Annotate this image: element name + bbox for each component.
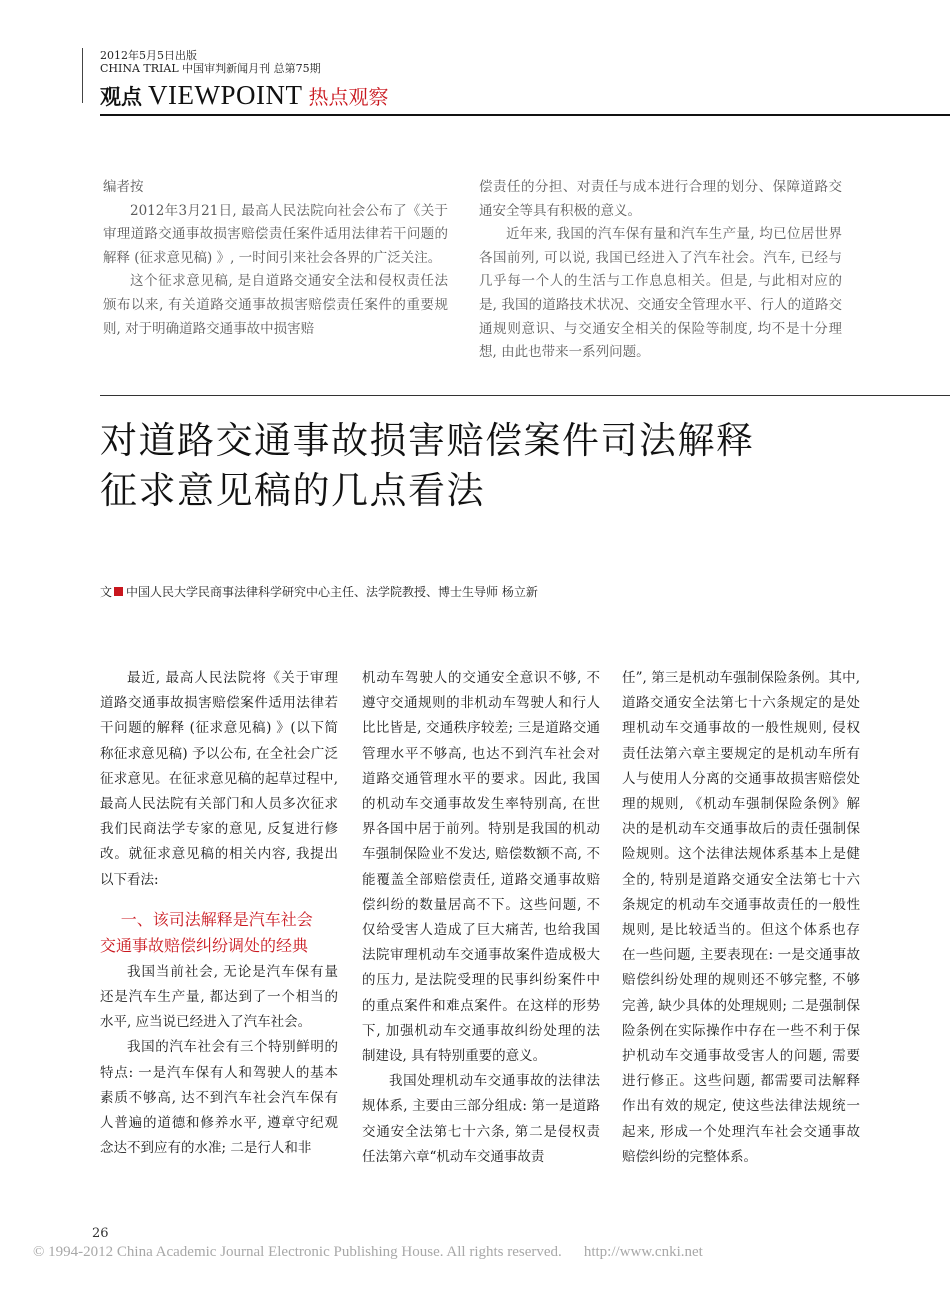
column-name: 热点观察: [308, 85, 389, 109]
editor-note-heading: 编者按: [103, 179, 144, 195]
page-number: 26: [92, 1226, 109, 1241]
body-paragraph: 任”, 第三是机动车强制保险条例。其中, 道路交通安全法第七十六条规定的是处理机动车交通事故的一般性规则, 侵权责任法第六章主要规定的是机动车所有人与使用人分离的交通事故损害赔偿处理的规则, 《机动车强制保险条例》解决的是机动车交通事故后的责任强制保险规则。这个法律法规体系基本上是健全的, 特别是道路交通安全法第七十六条规定的机动车交通事故责任的一般性规则, 是比较适当的。但这个体系也存在一些问题, 主要表现在: 一是交通事故赔偿纠纷处理的规则还不够完整, 不够完善, 缺少具体的处理规则; 二是强制保险条例在实际操作中存在一些不利于保护机动车交通事故受害人的问题, 需要进行修正。这些问题, 都需要司法解释作出有效的规定, 使这些法律法规统一起来, 形成一个处理汽车社会交通事故赔偿纠纷的完整体系。: [622, 670, 860, 1165]
copyright-watermark: [33, 1244, 703, 1261]
editor-note-paragraph: 近年来, 我国的汽车保有量和汽车生产量, 均已位居世界各国前列, 可以说, 我国已经进入了汽车社会。汽车, 已经与几乎每一个人的生活与工作息息相关。但是, 与此相对应的是, 我国的道路技术状况、交通安全管理水平、行人的道路交通规则意识、与交通安全相关的保险等制度, 均不是十分理想, 由此也带来一系列问题。: [479, 226, 842, 361]
article-title: [100, 416, 940, 516]
editor-note-left: [103, 176, 448, 341]
author-name: 中国人民大学民商事法律科学研究中心主任、法学院教授、博士生导师 杨立新: [126, 585, 538, 599]
editor-note-right: [479, 176, 842, 365]
editor-note-paragraph: 这个征求意见稿, 是自道路交通安全法和侵权责任法颁布以来, 有关道路交通事故损害赔偿责任案件的重要规则, 对于明确道路交通事故中损害赔: [103, 273, 448, 337]
body-paragraph: 最近, 最高人民法院将《关于审理道路交通事故损害赔偿案件适用法律若干问题的解释 (征求意见稿) 》(以下简称征求意见稿) 予以公布, 在全社会广泛征求意见。在征求意见稿的起草过程中, 最高人民法院有关部门和人员多次征求我们民商法学专家的意见, 反复进行修改。就征求意见稿的相关内容, 我提出以下看法:: [100, 670, 338, 888]
author-prefix: 文: [100, 585, 113, 599]
editor-note-paragraph: 2012年3月21日, 最高人民法院向社会公布了《关于审理道路交通事故损害赔偿责任案件适用法律若干问题的解释 (征求意见稿) 》, 一时间引来社会各界的广泛关注。: [103, 202, 448, 266]
body-paragraph: 我国当前社会, 无论是汽车保有量还是汽车生产量, 都达到了一个相当的水平, 应当说已经进入了汽车社会。: [100, 963, 338, 1031]
editor-note-paragraph: 偿责任的分担、对责任与成本进行合理的划分、保障道路交通安全等具有积极的意义。: [479, 179, 842, 219]
body-column-2: [362, 666, 600, 1170]
issue-date: 2012年5月5日出版: [100, 49, 197, 62]
title-rule: [100, 395, 950, 396]
body-column-3: [622, 666, 860, 1170]
section-label-en: VIEWPOINT: [148, 80, 303, 110]
article-title-line: 对道路交通事故损害赔偿案件司法解释: [100, 419, 755, 462]
body-paragraph: 我国处理机动车交通事故的法律法规体系, 主要由三部分组成: 第一是道路交通安全法第七十六条, 第二是侵权责任法第六章“机动车交通事故责: [362, 1073, 600, 1165]
body-column-1: [100, 666, 338, 1161]
body-paragraph: 机动车驾驶人的交通安全意识不够, 不遵守交通规则的非机动车驾驶人和行人比比皆是, 交通秩序较差; 三是道路交通管理水平不够高, 也达不到汽车社会对道路交通管理水平的要求。因此, 我国的机动车交通事故发生率特别高, 在世界各国中居于前列。特别是我国的机动车强制保险业不发达, 赔偿数额不高, 不能覆盖全部赔偿责任, 道路交通事故赔偿纠纷的数量居高不下。这些问题, 不仅给受害人造成了巨大痛苦, 也给我国法院审理机动车交通事故案件造成极大的压力, 是法院受理的民事纠纷案件中的重点案件和难点案件。在这样的形势下, 加强机动车交通事故纠纷处理的法制建设, 具有特别重要的意义。: [362, 670, 600, 1065]
subheading-line: 交通事故赔偿纠纷调处的经典: [100, 935, 309, 955]
header-rule: [100, 114, 950, 116]
subheading: [100, 907, 338, 959]
section-header: [100, 80, 388, 112]
subheading-line: 一、该司法解释是汽车社会: [120, 909, 313, 929]
body-paragraph: 我国的汽车社会有三个特别鲜明的特点: 一是汽车保有人和驾驶人的基本素质不够高, 达不到汽车社会汽车保有人普遍的道德和修养水平, 遵章守纪观念达不到应有的水准; 二是行人和非: [100, 1039, 338, 1157]
author-byline: [100, 583, 538, 600]
journal-info: CHINA TRIAL 中国审判新闻月刊 总第75期: [100, 62, 321, 75]
website-link[interactable]: http://www.cnki.net: [583, 1244, 703, 1260]
copyright-text: © 1994-2012 China Academic Journal Electronic Publishing House. All rights reserved.: [33, 1244, 562, 1260]
section-label-zh: 观点: [100, 85, 142, 109]
red-square-icon: [114, 587, 123, 596]
masthead-vertical-rule: [82, 48, 83, 103]
article-title-line: 征求意见稿的几点看法: [100, 469, 485, 512]
